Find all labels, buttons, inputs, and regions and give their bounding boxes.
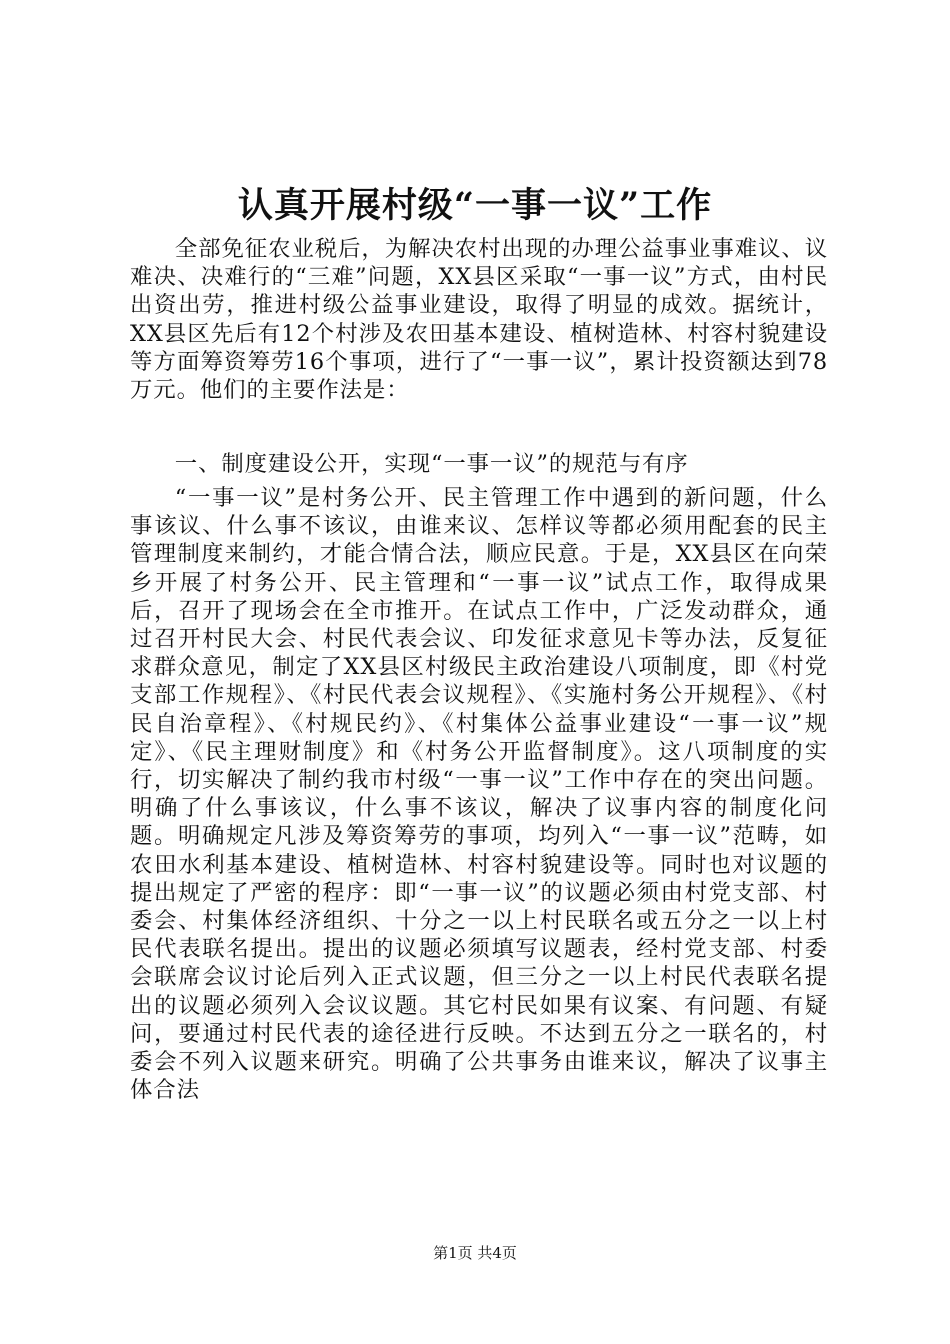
document-title: 认真开展村级“一事一议”工作: [237, 185, 713, 226]
page-footer: 第1页 共4页: [433, 1244, 517, 1262]
section-heading: 一、制度建设公开，实现“一事一议”的规范与有序: [174, 451, 689, 477]
section-paragraph: “一事一议”是村务公开、民主管理工作中遇到的新问题，什么事该议、什么事不该议，由谁来议、怎样议等都必须用配套的民主管理制度来制约，才能合情合法，顺应民意。于是，XX县区在向荣乡开展了村务公开、民主管理和“一事一议”试点工作，取得成果后，召开了现场会在全市推开。在试点工作中，广泛发动群众，通过召开村民大会、村民代表会议、印发征求意见卡等办法，反复征求群众意见，制定了XX县区村级民主政治建设八项制度，即《村党支部工作规程》、《村民代表会议规程》、《实施村务公开规程》、《村民自治章程》、《村规民约》、《村集体公益事业建设“一事一议”规定》、《民主理财制度》和《村务公开监督制度》。这八项制度的实行，切实解决了制约我市村级“一事一议”工作中存在的突出问题。明确了什么事该议，什么事不该议，解决了议事内容的制度化问题。明确规定凡涉及筹资筹劳的事项，均列入“一事一议”范畴，如农田水利基本建设、植树造林、村容村貌建设等。同时也对议题的提出规定了严密的程序：即“一事一议”的议题必须由村党支部、村委会、村集体经济组织、十分之一以上村民联名或五分之一以上村民代表联名提出。提出的议题必须填写议题表，经村党支部、村委会联席会议讨论后列入正式议题，但三分之一以上村民代表联名提出的议题必须列入会议议题。其它村民如果有议案、有问题、有疑问，要通过村民代表的途径进行反映。不达到五分之一联名的，村委会不列入议题来研究。明确了公共事务由谁来议，解决了议事主体合法: [130, 485, 828, 1104]
intro-paragraph: 全部免征农业税后，为解决农村出现的办理公益事业事难议、议难决、决难行的“三难”问题，XX县区采取“一事一议”方式，由村民出资出劳，推进村级公益事业建设，取得了明显的成效。据统计，XX县区先后有12个村涉及农田基本建设、植树造林、村容村貌建设等方面筹资筹劳16个事项，进行了“一事一议”，累计投资额达到78万元。他们的主要作法是：: [130, 236, 828, 404]
